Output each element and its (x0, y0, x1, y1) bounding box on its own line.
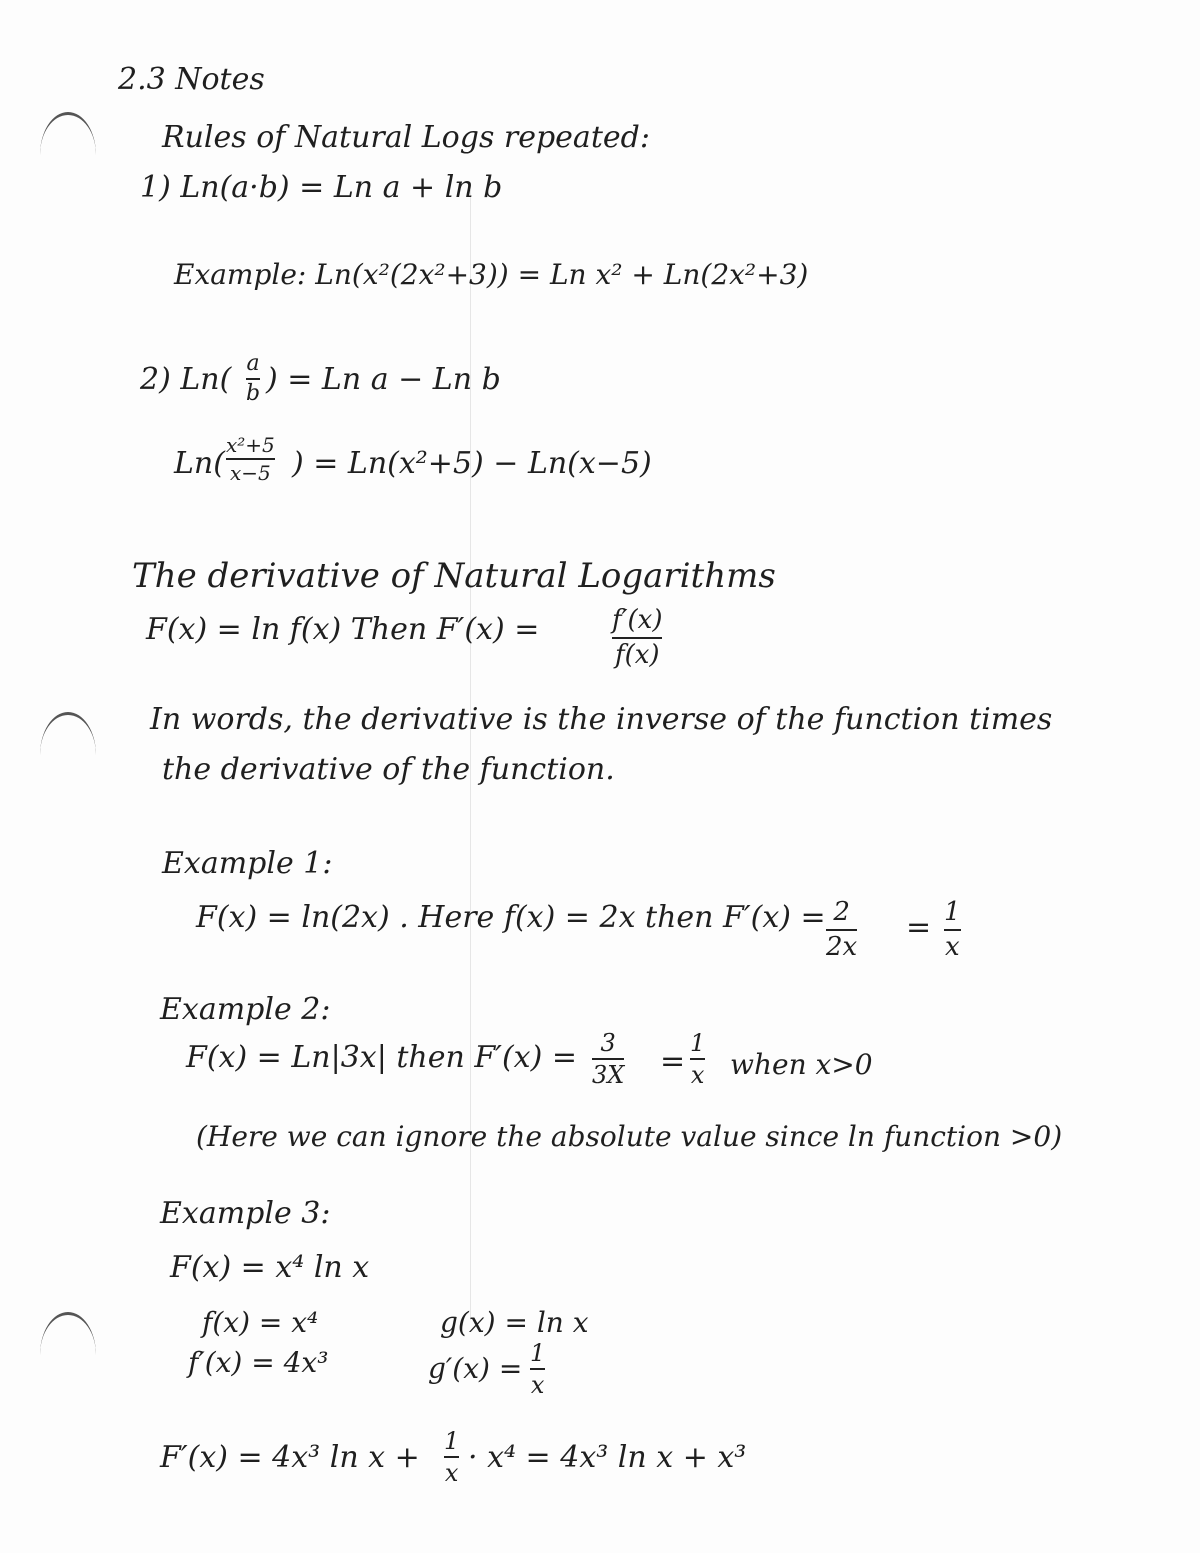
example-1-label: Example 1: (162, 846, 333, 881)
example-1-line: F(x) = ln(2x) . Here f(x) = 2x then F′(x) = (196, 900, 826, 935)
derivative-numerator: f′(x) (612, 605, 663, 635)
rule-1: 1) Ln(a·b) = Ln a + ln b (140, 170, 503, 205)
fraction-bar (612, 637, 662, 639)
example-2-fraction-2 (690, 1030, 705, 1089)
example-3-result-fraction (444, 1428, 459, 1487)
notes-title: 2.3 Notes (118, 62, 265, 97)
derivative-definition: F(x) = ln f(x) Then F′(x) = (146, 612, 540, 647)
example-3-function: F(x) = x⁴ ln x (170, 1250, 370, 1285)
example-1-fraction-1 (826, 898, 857, 961)
words-line-1: In words, the derivative is the inverse of the function times (150, 702, 1053, 737)
rule-2-fraction (246, 352, 260, 406)
rule-2-example-denominator: x−5 (230, 461, 271, 485)
example-2-line: F(x) = Ln|3x| then F′(x) = (186, 1040, 577, 1075)
example-3-f: f(x) = x⁴ (202, 1306, 319, 1339)
example-2-fraction-2-denominator: x (690, 1061, 705, 1090)
fraction-bar (226, 458, 275, 460)
rule-2-example-numerator: x²+5 (226, 433, 275, 457)
example-2-fraction-2-numerator: 1 (690, 1029, 706, 1057)
example-3-g-prime-fraction (530, 1340, 545, 1399)
fraction-bar (530, 1368, 545, 1370)
example-3-result-left: F′(x) = 4x³ ln x + (160, 1440, 420, 1475)
example-3-label: Example 3: (160, 1196, 331, 1231)
example-1-fraction-2-numerator: 1 (944, 897, 961, 927)
example-2-fraction-1 (592, 1030, 624, 1089)
fraction-bar (944, 929, 961, 931)
derivative-heading: The derivative of Natural Logarithms (132, 556, 776, 596)
example-2-fraction-1-denominator: 3X (592, 1061, 625, 1090)
example-1-fraction-2-denominator: x (944, 931, 960, 962)
example-1-equals: = (906, 910, 932, 945)
example-2-equals: = (660, 1044, 686, 1079)
binder-hole-middle (40, 712, 96, 755)
example-2-note: (Here we can ignore the absolute value since ln function >0) (196, 1120, 1063, 1153)
example-2-fraction-1-numerator: 3 (600, 1029, 616, 1057)
example-3-result-right: · x⁴ = 4x³ ln x + x³ (468, 1440, 747, 1475)
derivative-fraction (612, 606, 662, 669)
rule-1-example: Example: Ln(x²(2x²+3)) = Ln x² + Ln(2x²+3) (174, 258, 809, 291)
derivative-denominator: f(x) (614, 639, 660, 670)
fraction-bar (592, 1058, 624, 1060)
binder-hole-bottom (40, 1312, 96, 1355)
fraction-bar (690, 1058, 705, 1060)
words-line-2: the derivative of the function. (162, 752, 615, 787)
fraction-bar (246, 378, 260, 380)
rule-2-example-right: ) = Ln(x²+5) − Ln(x−5) (292, 446, 652, 481)
example-3-g-prime-denominator: x (530, 1371, 545, 1400)
example-1-fraction-1-numerator: 2 (833, 897, 850, 927)
rule-2-example-left: Ln( (174, 446, 225, 481)
binder-hole-top (40, 112, 96, 155)
example-2-condition: when x>0 (730, 1048, 873, 1081)
rule-2-right: ) = Ln a − Ln b (266, 362, 501, 397)
rules-heading: Rules of Natural Logs repeated: (162, 120, 650, 155)
example-1-fraction-1-denominator: 2x (826, 931, 858, 962)
example-3-g-prime-numerator: 1 (530, 1339, 546, 1367)
example-3-g: g(x) = ln x (440, 1306, 589, 1339)
fraction-bar (826, 929, 857, 931)
example-3-g-prime: g′(x) = (428, 1352, 523, 1385)
example-3-f-prime: f′(x) = 4x³ (188, 1346, 329, 1379)
example-3-result-numerator: 1 (444, 1427, 460, 1455)
rule-2-fraction-denominator: b (246, 381, 261, 407)
fraction-bar (444, 1456, 459, 1458)
rule-2-left: 2) Ln( (140, 362, 232, 397)
example-3-result-denominator: x (444, 1459, 459, 1488)
rule-2-fraction-numerator: a (246, 351, 260, 376)
rule-2-example-fraction (226, 434, 275, 484)
example-1-fraction-2 (944, 898, 961, 961)
example-2-label: Example 2: (160, 992, 331, 1027)
